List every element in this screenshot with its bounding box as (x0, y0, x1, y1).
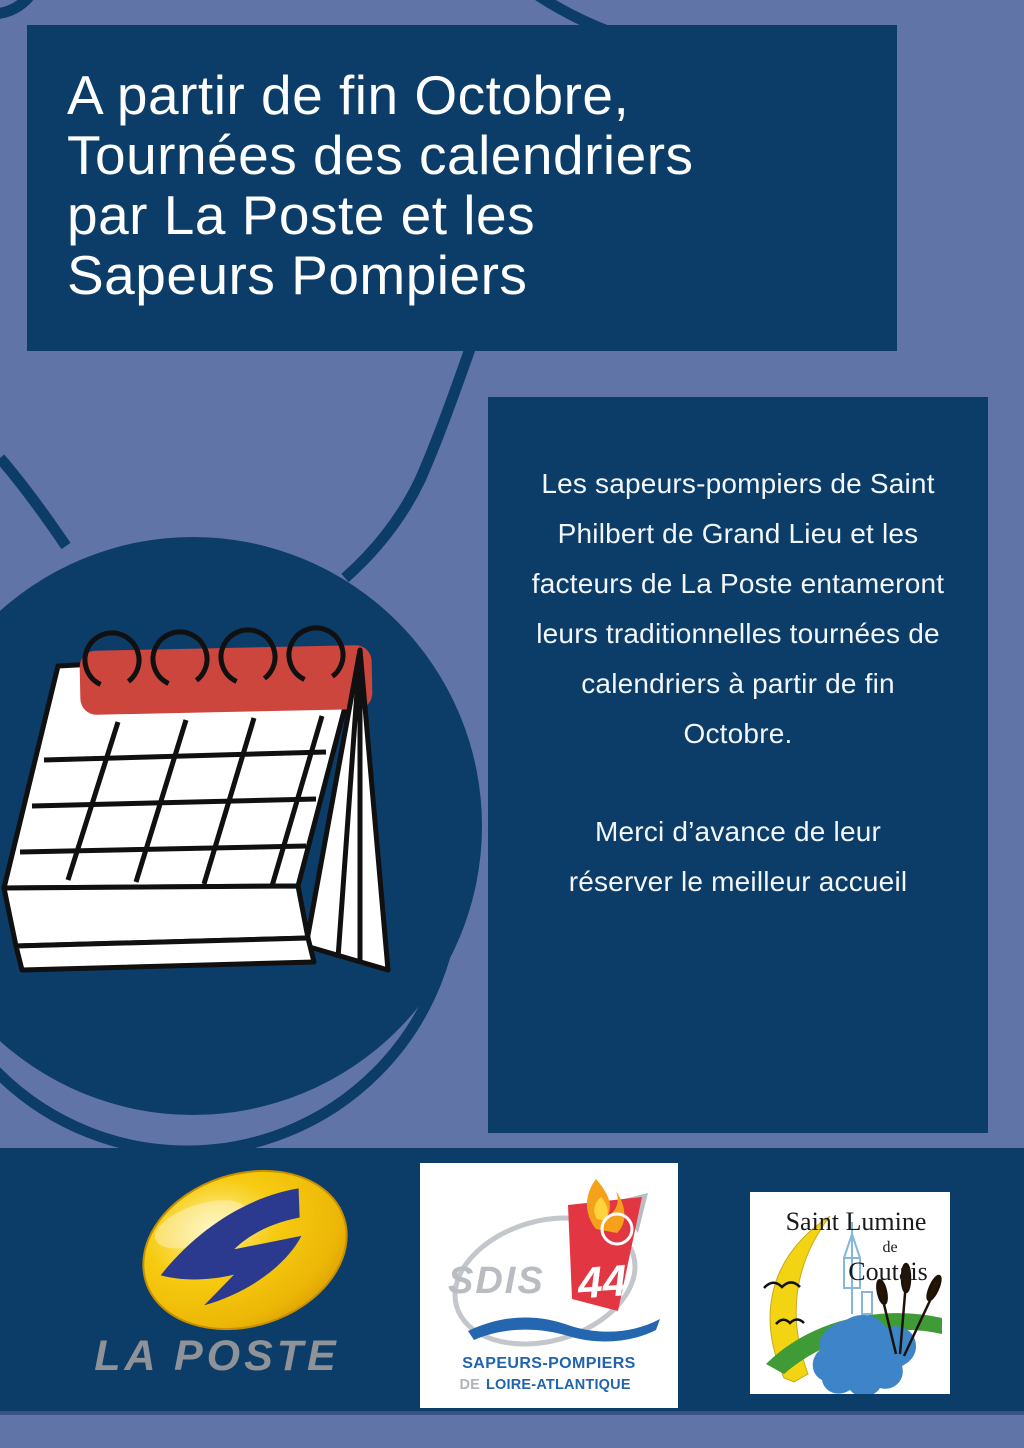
laposte-logo (100, 1158, 390, 1338)
poster-title-line-2: Tournées des calendriers (67, 124, 694, 186)
calendar-filled-circle (0, 537, 482, 1115)
poster-title-line-1: A partir de fin Octobre, (67, 64, 630, 126)
lumine-title-line1: Saint Lumine (785, 1207, 927, 1236)
calendar-red-header (79, 645, 372, 715)
sdis-number: 44 (576, 1256, 629, 1309)
sdis-subtitle-line1: SAPEURS-POMPIERS (462, 1355, 636, 1372)
calendar-spiral-rings (76, 619, 352, 696)
bottom-strip (0, 1411, 1024, 1448)
announcement-paragraph-1: Les sapeurs-pompiers de Saint Philbert de Grand Lieu et les facteurs de La Poste entameront leurs traditionnelles tournées de calendriers à partir de fin Octobre. (531, 468, 945, 749)
sdis44-logo (420, 1163, 678, 1408)
header-banner (27, 25, 897, 351)
poster-title-line-4: Sapeurs Pompiers (67, 244, 528, 306)
calendar-grid (20, 716, 326, 886)
calendar-flipped-pages (306, 650, 388, 970)
calendar-ring-outline (0, 615, 455, 1151)
calendar-page-stack (4, 886, 314, 970)
lumine-title-line3: Coutais (848, 1257, 928, 1286)
sdis-subtitle-line2-prefix: DE (459, 1377, 480, 1393)
lumine-title-line2: de (882, 1239, 898, 1256)
descending-arc (345, 346, 471, 578)
laposte-wordmark: LA POSTE (94, 1332, 340, 1380)
corner-circle-outline (0, 0, 40, 14)
poster-title-line-3: par La Poste et les (67, 184, 536, 246)
saint-lumine-logo (750, 1192, 950, 1394)
announcement-paragraph-2: Merci d’avance de leur réserver le meilleur accueil (568, 816, 908, 897)
sdis-acronym: SDIS (448, 1260, 545, 1302)
left-arc (0, 458, 66, 546)
calendar-front-page (4, 650, 360, 888)
sdis-subtitle-line2: LOIRE-ATLANTIQUE (486, 1377, 631, 1393)
announcement-panel (488, 397, 988, 1133)
